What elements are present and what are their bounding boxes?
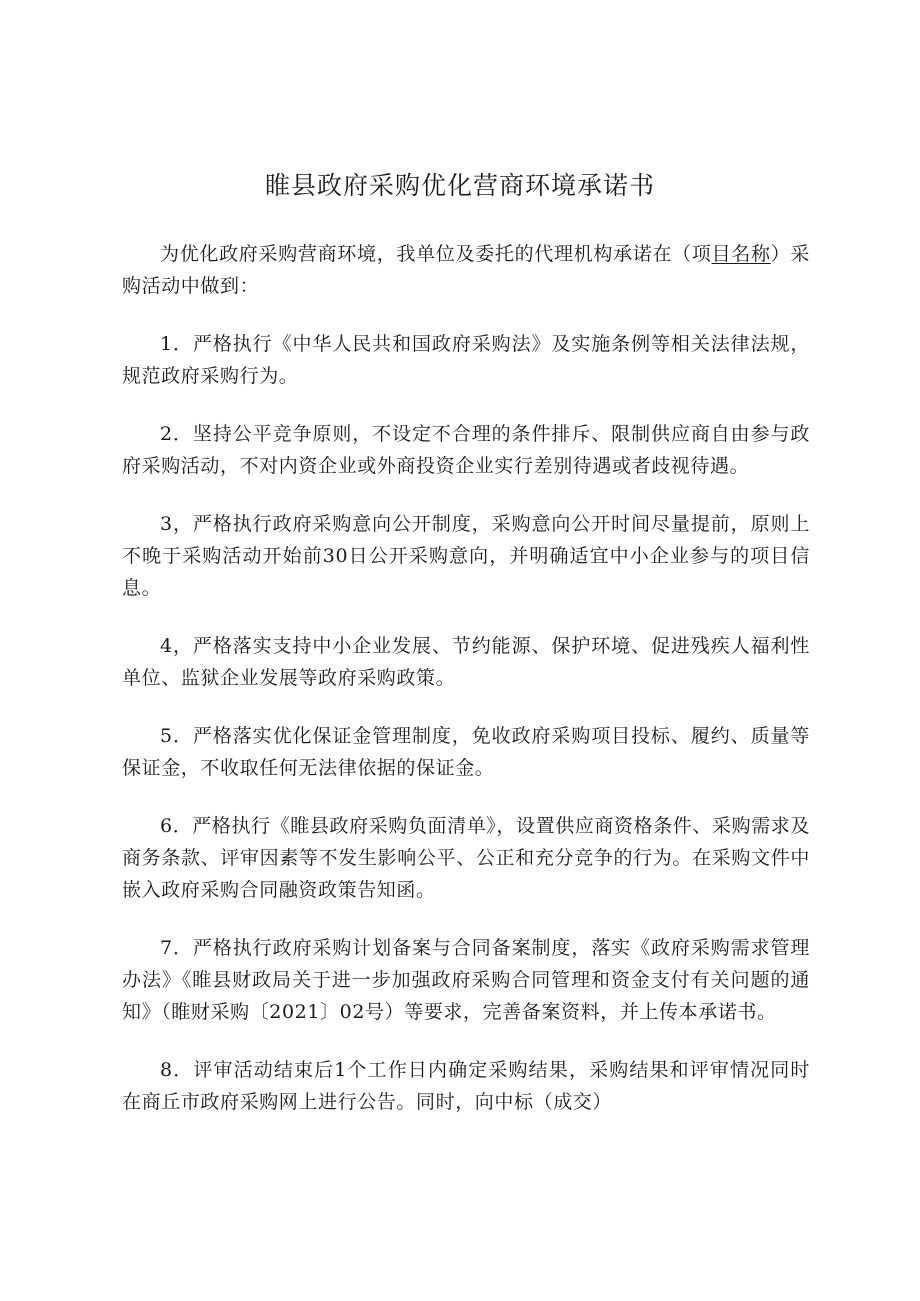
commitment-item-1: 1．严格执行《中华人民共和国政府采购法》及实施条例等相关法律法规，规范政府采购行为。 [122,333,810,387]
commitment-item-5: 5．严格落实优化保证金管理制度，免收政府采购项目投标、履约、质量等保证金，不收取任何无法律依据的保证金。 [122,725,810,779]
intro-text-after: ）采购活动中做到： [122,243,810,297]
project-name-placeholder: 目名称 [711,243,771,265]
commitment-item-8: 8．评审活动结束后1个工作日内确定采购结果，采购结果和评审情况同时在商丘市政府采购网上进行公告。同时，向中标（成交） [122,1059,810,1113]
commitment-item-7: 7．严格执行政府采购计划备案与合同备案制度，落实《政府采购需求管理办法》《睢县财政局关于进一步加强政府采购合同管理和资金支付有关问题的通知》（睢财采购〔2021〕02号）等要求，完善备案资料，并上传本承诺书。 [122,937,810,1023]
intro-text-before: 为优化政府采购营商环境，我单位及委托的代理机构承诺在（项 [160,243,712,265]
commitment-item-3: 3，严格执行政府采购意向公开制度，采购意向公开时间尽量提前，原则上不晚于采购活动开始前30日公开采购意向，并明确适宜中小企业参与的项目信息。 [122,513,810,599]
intro-paragraph [122,238,810,302]
document-body [122,238,810,1144]
commitment-item-4: 4，严格落实支持中小企业发展、节约能源、保护环境、促进残疾人福利性单位、监狱企业发展等政府采购政策。 [122,635,810,689]
commitment-item-6: 6．严格执行《睢县政府采购负面清单》，设置供应商资格条件、采购需求及商务条款、评审因素等不发生影响公平、公正和充分竞争的行为。在采购文件中嵌入政府采购合同融资政策告知函。 [122,815,810,901]
document-title: 睢县政府采购优化营商环境承诺书 [264,171,655,200]
commitment-item-2: 2．坚持公平竞争原则，不设定不合理的条件排斥、限制供应商自由参与政府采购活动，不对内资企业或外商投资企业实行差别待遇或者歧视待遇。 [122,423,810,477]
